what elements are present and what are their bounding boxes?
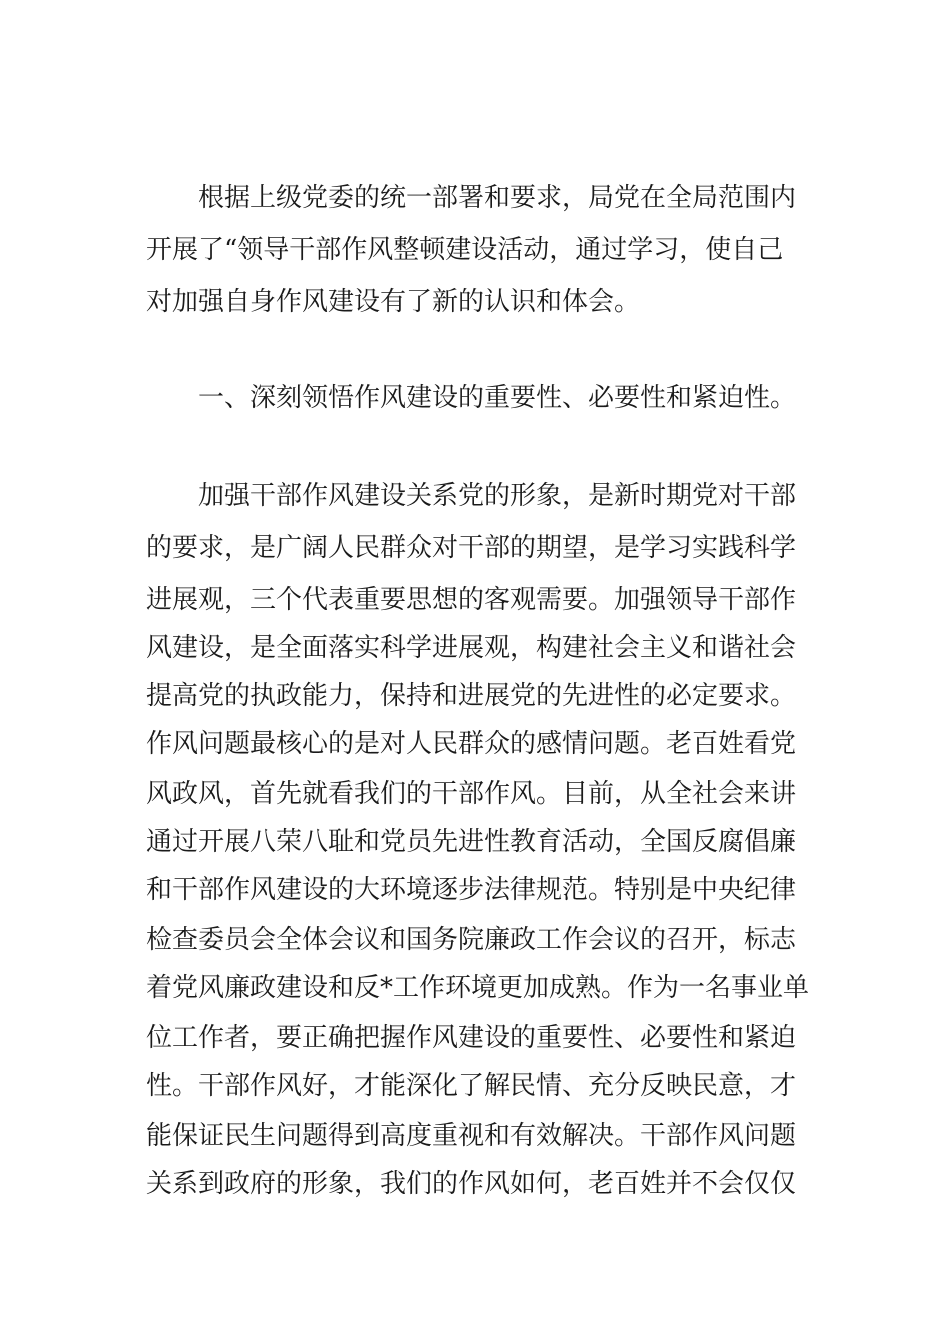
paragraph-line: 进展观，三个代表重要思想的客观需要。加强领导干部作: [146, 585, 797, 615]
paragraph-line: 提高党的执政能力，保持和进展党的先进性的必定要求。: [146, 681, 797, 711]
paragraph-line: 风政风，首先就看我们的干部作风。目前，从全社会来讲: [146, 779, 797, 809]
paragraph-line: 检查委员会全体会议和国务院廉政工作会议的召开，标志: [146, 925, 797, 955]
paragraph-line: 风建设，是全面落实科学进展观，构建社会主义和谐社会: [146, 633, 797, 663]
paragraph-line: 通过开展八荣八耻和党员先进性教育活动，全国反腐倡廉: [146, 827, 797, 857]
paragraph-line: 的要求，是广阔人民群众对干部的期望，是学习实践科学: [146, 533, 797, 563]
paragraph-line: 能保证民生问题得到高度重视和有效解决。干部作风问题: [146, 1121, 797, 1151]
paragraph-line: 加强干部作风建设关系党的形象，是新时期党对干部: [198, 481, 797, 511]
paragraph-line: 着党风廉政建设和反*工作环境更加成熟。作为一名事业单: [146, 973, 810, 1003]
paragraph-line: 作风问题最核心的是对人民群众的感情问题。老百姓看党: [146, 729, 797, 759]
paragraph-line: 开展了“领导干部作风整顿建设活动，通过学习，使自己: [146, 235, 784, 265]
section-heading: 一、深刻领悟作风建设的重要性、必要性和紧迫性。: [198, 383, 797, 413]
paragraph-line: 根据上级党委的统一部署和要求，局党在全局范围内: [198, 183, 797, 213]
paragraph-line: 关系到政府的形象，我们的作风如何，老百姓并不会仅仅: [146, 1169, 797, 1199]
paragraph-line: 对加强自身作风建设有了新的认识和体会。: [146, 287, 641, 317]
paragraph-line: 性。干部作风好，才能深化了解民情、充分反映民意，才: [146, 1071, 797, 1101]
paragraph-line: 和干部作风建设的大环境逐步法律规范。特别是中央纪律: [146, 875, 797, 905]
paragraph-line: 位工作者，要正确把握作风建设的重要性、必要性和紧迫: [146, 1023, 797, 1053]
